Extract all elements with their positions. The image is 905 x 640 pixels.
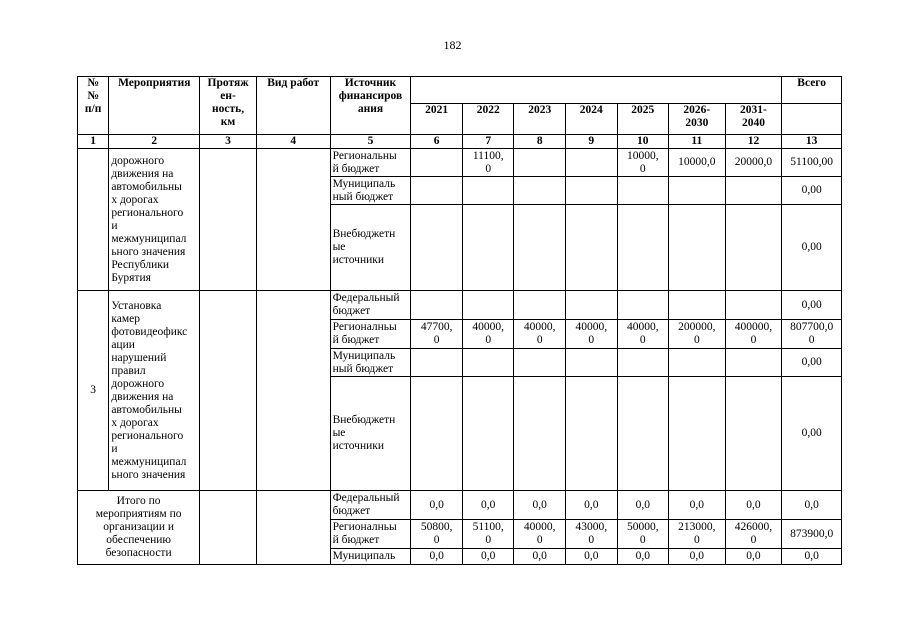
column-number: 5 [330,135,411,149]
year-value: 0,0 [462,549,514,565]
year-value [411,291,463,320]
year-value [462,177,514,205]
year-value [462,377,514,491]
header-work-type: Вид работ [256,77,330,135]
total-value: 807700,0 0 [782,320,842,349]
header-year: 2025 [617,104,669,135]
year-value [669,377,726,491]
year-value: 0,0 [514,549,566,565]
length-cell [200,291,257,491]
total-value: 51100,00 [782,149,842,177]
funding-source: Региональны й бюджет [330,149,411,177]
year-value: 0,0 [462,491,514,520]
year-value: 50800, 0 [411,520,463,549]
year-value [617,377,669,491]
total-value: 0,00 [782,205,842,291]
year-value [411,177,463,205]
year-value [411,349,463,377]
year-value [462,291,514,320]
year-value: 40000, 0 [462,320,514,349]
column-number: 1 [78,135,109,149]
financing-table [77,76,842,565]
row-number [78,149,109,291]
year-value [566,205,618,291]
header-total-blank [782,104,842,135]
column-number: 3 [200,135,257,149]
year-value [725,177,782,205]
year-value: 11100, 0 [462,149,514,177]
year-value [514,177,566,205]
year-value [411,149,463,177]
length-cell [200,149,257,291]
year-value [669,291,726,320]
funding-source: Федеральный бюджет [330,491,411,520]
year-value [514,205,566,291]
column-number: 4 [256,135,330,149]
event-description: Установка камер фотовидеофикс ации нарушений правил дорожного движения на автомобильны х дорогах регионального и межмуниципал ьного значения [109,291,200,491]
header-year: 2022 [462,104,514,135]
year-value [411,377,463,491]
year-value [725,291,782,320]
header-event: Мероприятия [109,77,200,135]
funding-source: Регионалньы й бюджет [330,320,411,349]
total-value: 0,00 [782,291,842,320]
header-total: Всего [782,77,842,104]
year-value: 40000, 0 [617,320,669,349]
year-value: 400000, 0 [725,320,782,349]
total-value: 873900,0 [782,520,842,549]
year-value [411,205,463,291]
funding-source: Регионалньы й бюджет [330,520,411,549]
event-description: Итого по мероприятиям по организации и обеспечению безопасности [78,491,200,565]
row-number: 3 [78,291,109,491]
funding-source: Муниципаль ный бюджет [330,177,411,205]
column-number: 10 [617,135,669,149]
work-type-cell [256,149,330,291]
header-number: № № п/п [78,77,109,135]
year-value [462,205,514,291]
year-value [514,377,566,491]
year-value [617,291,669,320]
year-value [514,149,566,177]
work-type-cell [256,491,330,565]
event-description: дорожного движения на автомобильны х дорогах регионального и межмуниципал ьного значения Республики Бурятия [109,149,200,291]
year-value: 0,0 [669,491,726,520]
column-number: 2 [109,135,200,149]
column-number: 6 [411,135,463,149]
year-value: 40000, 0 [514,320,566,349]
year-value [566,377,618,491]
total-value: 0,00 [782,377,842,491]
header-years-group [411,77,782,104]
year-value: 47700, 0 [411,320,463,349]
year-value: 51100, 0 [462,520,514,549]
column-numbers-row [78,135,842,149]
funding-source: Внебюджетн ые источники [330,205,411,291]
year-value: 0,0 [566,491,618,520]
year-value: 200000, 0 [669,320,726,349]
year-value: 40000, 0 [514,520,566,549]
year-value: 0,0 [725,549,782,565]
total-value: 0,00 [782,349,842,377]
year-value: 10000,0 [669,149,726,177]
year-value [669,349,726,377]
page-number: 182 [443,38,462,52]
column-number: 11 [669,135,726,149]
year-value: 0,0 [411,491,463,520]
work-type-cell [256,291,330,491]
funding-source: Муниципаль ный бюджет [330,349,411,377]
header-year: 2026- 2030 [669,104,726,135]
column-number: 12 [725,135,782,149]
column-number: 9 [566,135,618,149]
year-value [669,177,726,205]
year-value: 20000,0 [725,149,782,177]
column-number: 7 [462,135,514,149]
header-year: 2024 [566,104,618,135]
year-value: 0,0 [725,491,782,520]
year-value [725,349,782,377]
column-number: 13 [782,135,842,149]
year-value: 0,0 [514,491,566,520]
year-value: 40000, 0 [566,320,618,349]
year-value: 213000, 0 [669,520,726,549]
year-value: 0,0 [411,549,463,565]
year-value [566,349,618,377]
table-row [78,291,842,320]
table-row [78,149,842,177]
year-value [566,177,618,205]
year-value: 0,0 [566,549,618,565]
funding-source: Муниципаль [330,549,411,565]
year-value [566,291,618,320]
year-value [669,205,726,291]
header-year: 2023 [514,104,566,135]
year-value [725,377,782,491]
funding-source: Федеральный бюджет [330,291,411,320]
length-cell [200,491,257,565]
total-value: 0,0 [782,549,842,565]
header-length: Протяж ен- ность, км [200,77,257,135]
year-value: 10000, 0 [617,149,669,177]
year-value [617,349,669,377]
year-value [514,349,566,377]
total-value: 0,00 [782,177,842,205]
year-value: 0,0 [617,491,669,520]
header-year: 2021 [411,104,463,135]
header-funding-source: Источник финансиров ания [330,77,411,135]
year-value [617,177,669,205]
year-value: 0,0 [617,549,669,565]
table-row [78,491,842,520]
column-number: 8 [514,135,566,149]
header-row [78,77,842,104]
funding-source: Внебюджетн ые источники [330,377,411,491]
year-value: 43000, 0 [566,520,618,549]
total-value: 0,0 [782,491,842,520]
year-value [725,205,782,291]
year-value: 426000, 0 [725,520,782,549]
year-value [566,149,618,177]
year-value [617,205,669,291]
year-value: 50000, 0 [617,520,669,549]
year-value: 0,0 [669,549,726,565]
header-year: 2031- 2040 [725,104,782,135]
year-value [514,291,566,320]
year-value [462,349,514,377]
